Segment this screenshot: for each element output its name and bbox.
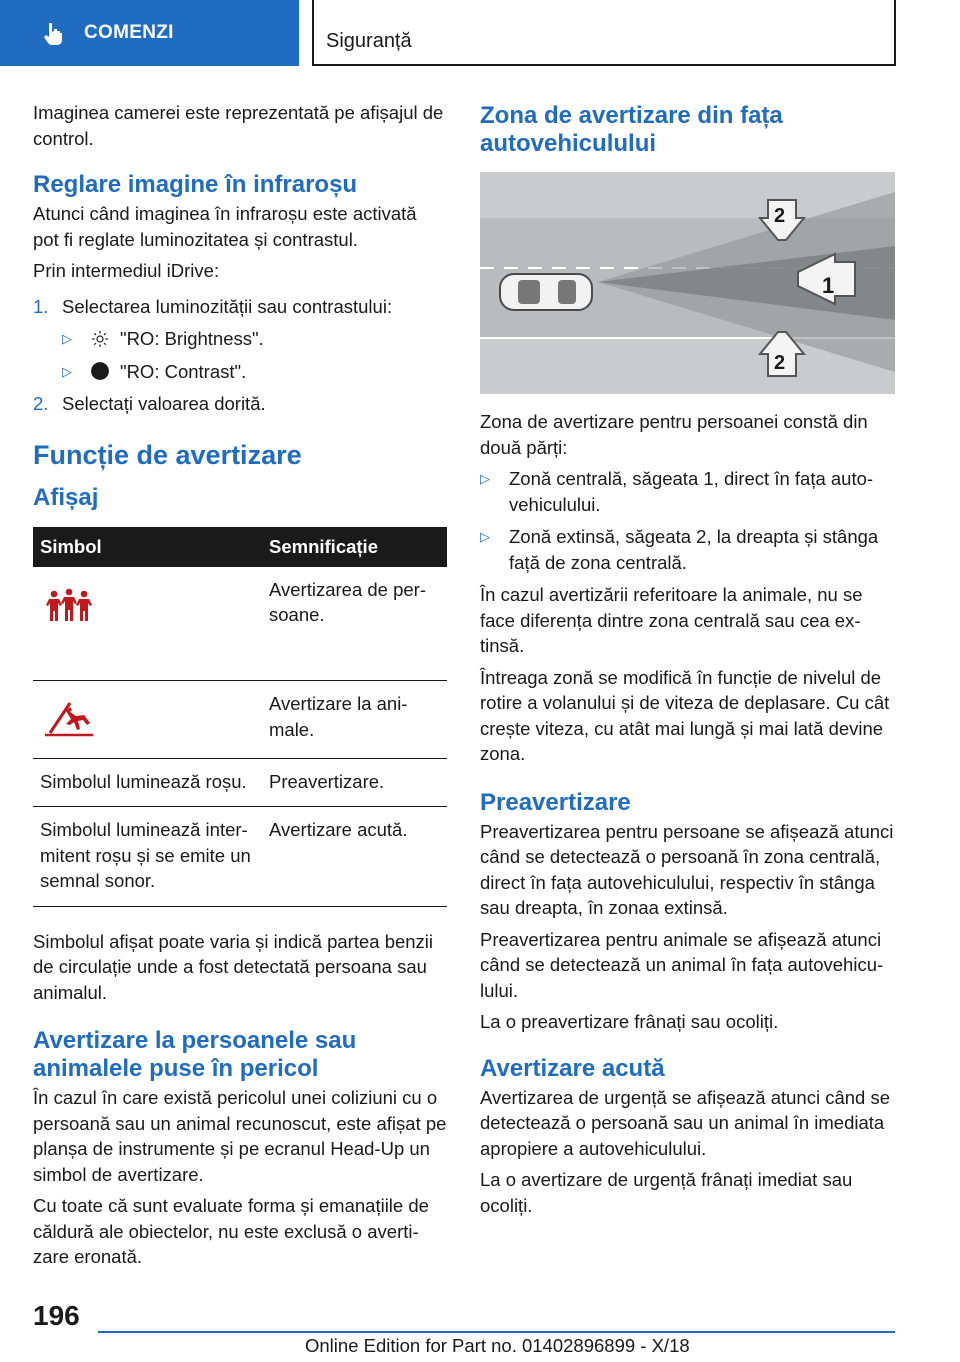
bullet-triangle-icon: ▷ bbox=[480, 471, 490, 486]
arrow-2-bottom-label: 2 bbox=[774, 352, 786, 374]
contrast-icon bbox=[90, 361, 110, 381]
danger-paragraph-1: În cazul în care există pericolul unei coliziuni cu o persoană sau un animal recunoscut, este afișat pe planșa de instrumente și pe ecranul Head-Up un simbol de avertizare. bbox=[33, 1087, 447, 1185]
acute-paragraph-1: Avertizarea de urgență se afișează atunci când se detectează o persoană sau un animal în imediata apropiere a autovehiculului. bbox=[480, 1086, 890, 1159]
zone-paragraph-2: În cazul avertizării referitoare la animale, nu se face diferența dintre zona centrală sau cea ex-tinsă. bbox=[480, 584, 863, 656]
prewarning-heading: Preavertizare bbox=[480, 788, 631, 816]
table-header-row bbox=[33, 527, 447, 567]
display-heading: Afișaj bbox=[33, 483, 99, 511]
brightness-icon bbox=[90, 329, 110, 349]
danger-paragraph-2: Cu toate că sunt evaluate forma și emanațiile de căldură ale obiectelor, nu este exclusă o averti-zare eronată. bbox=[33, 1195, 429, 1267]
table-row bbox=[33, 758, 447, 807]
bullet-triangle-icon: ▷ bbox=[480, 529, 490, 544]
prewarning-paragraph-1: Preavertizarea pentru persoane se afișează atunci când se detectează o persoană în zona centrală, direct în fața autovehiculului, respectiv în stânga sau dreapta, în zonaa extinsă. bbox=[480, 820, 894, 918]
ir-paragraph-1: Atunci când imaginea în infraroșu este activată pot fi reglate luminozitatea și contrastul. bbox=[33, 203, 417, 250]
arrow-2-top-label: 2 bbox=[774, 205, 786, 227]
step-1-text: Selectarea luminozității sau contrastului: bbox=[62, 295, 393, 317]
persons-warning-icon bbox=[40, 585, 98, 625]
list-item-text: Zonă extinsă, săgeata 2, la dreapta și stânga față de zona centrală. bbox=[509, 526, 879, 573]
list-item bbox=[480, 466, 894, 517]
left-column bbox=[33, 100, 447, 1276]
step-1 bbox=[33, 294, 447, 320]
edition-text: Online Edition for Part no. 01402896899 - X/18 bbox=[305, 1335, 690, 1356]
bullet-triangle-icon: ▷ bbox=[62, 331, 72, 346]
list-item-text: Zonă centrală, săgeata 1, direct în fața auto-vehiculului. bbox=[509, 468, 874, 515]
warning-function-heading: Funcție de avertizare bbox=[33, 439, 302, 470]
warning-zone-diagram bbox=[480, 172, 895, 394]
table-cell-symbol: Simbolul luminează inter-mitent roșu și se emite un semnal sonor. bbox=[33, 807, 262, 907]
list-item bbox=[480, 524, 894, 575]
sub-item-brightness-text: "RO: Brightness". bbox=[120, 328, 264, 349]
hand-pointer-icon bbox=[40, 20, 66, 46]
symbol-table bbox=[33, 527, 447, 907]
ir-paragraph-2: Prin intermediul iDrive: bbox=[33, 260, 220, 281]
chapter-tab-label: COMENZI bbox=[84, 22, 174, 43]
page-header bbox=[0, 0, 960, 66]
table-row bbox=[33, 681, 447, 759]
footer-divider bbox=[98, 1331, 895, 1333]
danger-heading: Avertizare la persoanele sau animalele puse în pericol bbox=[33, 1027, 357, 1082]
table-cell-meaning: Avertizare acută. bbox=[262, 807, 447, 907]
after-table-text: Simbolul afișat poate varia și indică partea benzii de circulație unde a fost detectată persoana sau animalul. bbox=[33, 930, 434, 1003]
step-2-number: 2. bbox=[33, 393, 49, 414]
zone-list bbox=[480, 466, 894, 575]
step-2 bbox=[33, 391, 447, 417]
acute-warning-heading: Avertizare acută bbox=[480, 1054, 665, 1082]
right-column bbox=[480, 100, 894, 1224]
section-title: Siguranță bbox=[326, 30, 412, 52]
sub-item-contrast-text: "RO: Contrast". bbox=[120, 360, 247, 382]
bullet-triangle-icon: ▷ bbox=[62, 363, 72, 379]
page-footer bbox=[0, 1290, 960, 1362]
sub-item-contrast bbox=[33, 359, 447, 385]
table-cell-meaning: Preavertizare. bbox=[262, 758, 447, 807]
prewarning-paragraph-2: Preavertizarea pentru animale se afișează atunci când se detectează un animal în fața autovehicu-lului. bbox=[480, 928, 884, 1001]
table-header-meaning: Semnificație bbox=[262, 527, 447, 567]
table-cell-symbol bbox=[33, 567, 262, 681]
zone-paragraph-3: Întreaga zonă se modifică în funcție de nivelul de rotire a volanului și de viteza de deplasare. Cu cât crește viteza, cu atât mai lungă și mai lată devine zona. bbox=[480, 666, 890, 764]
chapter-tab[interactable] bbox=[0, 0, 299, 66]
section-box bbox=[312, 0, 896, 66]
arrow-1-label: 1 bbox=[822, 273, 835, 298]
step-1-number: 1. bbox=[33, 295, 49, 317]
intro-text: Imaginea camerei este reprezentată pe afișajul de control. bbox=[33, 102, 444, 149]
sub-item-brightness bbox=[33, 326, 447, 352]
step-2-text: Selectați valoarea dorită. bbox=[62, 393, 266, 414]
table-header-symbol: Simbol bbox=[33, 527, 262, 567]
table-row bbox=[33, 807, 447, 907]
table-cell-symbol bbox=[33, 681, 262, 759]
zone-paragraph-1: Zona de avertizare pentru persoanei constă din două părți: bbox=[480, 411, 868, 458]
ir-heading: Reglare imagine în infraroșu bbox=[33, 171, 358, 198]
page-number: 196 bbox=[33, 1300, 80, 1331]
table-cell-symbol: Simbolul luminează roșu. bbox=[33, 758, 262, 807]
table-cell-meaning: Avertizarea de per-soane. bbox=[262, 567, 447, 681]
acute-paragraph-2: La o avertizare de urgență frânați imediat sau ocoliți. bbox=[480, 1169, 853, 1216]
car-icon bbox=[500, 274, 592, 310]
animal-warning-icon bbox=[40, 699, 98, 739]
zone-heading: Zona de avertizare din fața autovehiculului bbox=[480, 102, 783, 157]
table-cell-meaning: Avertizare la ani-male. bbox=[262, 681, 447, 759]
prewarning-paragraph-3: La o preavertizare frânați sau ocoliți. bbox=[480, 1011, 779, 1032]
table-row bbox=[33, 567, 447, 681]
